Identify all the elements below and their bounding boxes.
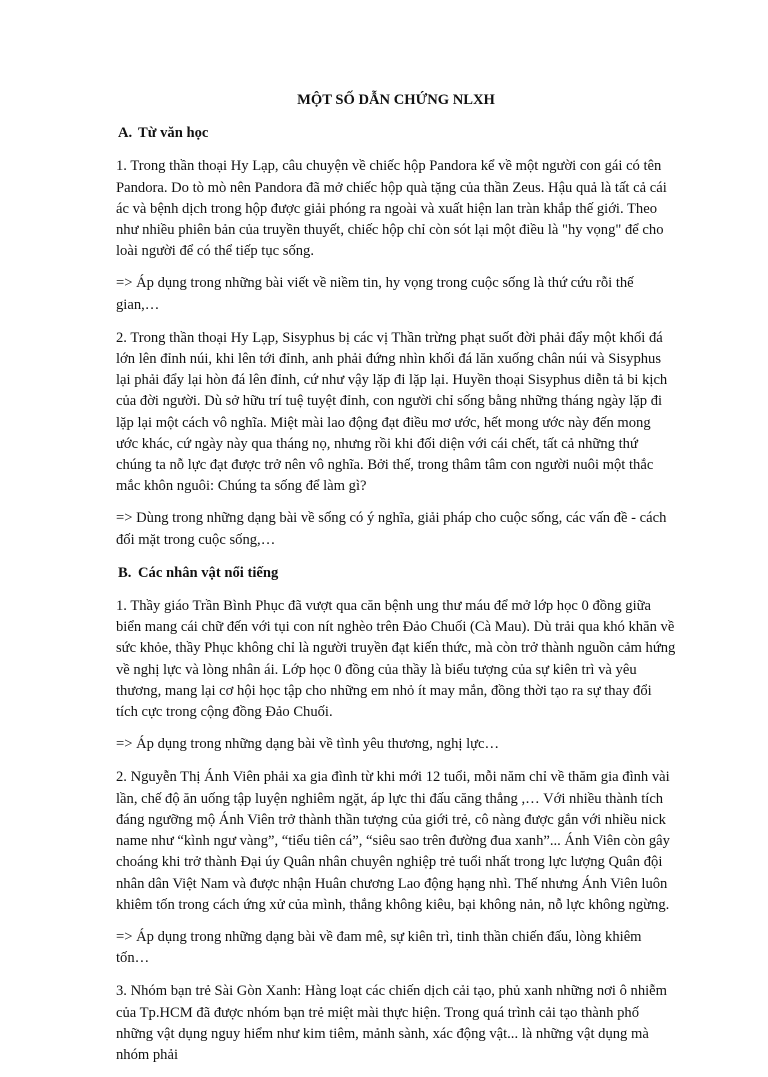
paragraph-b1: 1. Thầy giáo Trần Bình Phục đã vượt qua căn bệnh ung thư máu để mở lớp học 0 đồng giữa biển mang cái chữ đến với tụi con nít nghèo trên Đảo Chuối (Cà Mau). Dù trải qua khó khăn về sức khỏe, thầy Phục không chỉ là người truyền đạt kiến thức, mà còn trở thành nguồn cảm hứng về nghị lực và lòng nhân ái. Lớp học 0 đồng của thầy là biểu tượng của sự kiên trì và yêu thương, mang lại cơ hội học tập cho những em nhỏ ít may mắn, đồng thời tạo ra sự thay đổi tích cực trong cộng đồng Đảo Chuối. — [116, 598, 676, 721]
document-body — [116, 90, 676, 1077]
application-note-b2: => Áp dụng trong những dạng bài về đam mê, sự kiên trì, tinh thần chiến đấu, lòng khiêm tốn… — [116, 928, 642, 967]
paragraph-a2: 2. Trong thần thoại Hy Lạp, Sisyphus bị các vị Thần trừng phạt suốt đời phải đẩy một khối đá lớn lên đỉnh núi, khi lên tới đỉnh, anh phải đứng nhìn khối đá lăn xuống chân núi và Sisyphus lại phải đẩy lại hòn đá lên đỉnh, cứ như vậy lặp đi lặp lại. Huyền thoại Sisyphus diễn tả bi kịch của đời người. Dù sở hữu trí tuệ tuyệt đỉnh, con người chỉ sống bằng những tháng ngày lặp đi lặp lại một cách vô nghĩa. Miệt mài lao động đạt điều mơ ước, hết mong ước này đến mong ước khác, cứ ngày này qua tháng nọ, nhưng rồi khi đối diện với cái chết, tất cả những thứ chúng ta nỗ lực đạt được trở nên vô nghĩa. Bởi thế, trong thâm tâm con người nuôi một thắc mắc khôn nguôi: Chúng ta sống để làm gì? — [116, 329, 668, 495]
section-heading-a — [116, 123, 676, 144]
section-letter: A. — [118, 125, 133, 142]
section-heading-b — [116, 563, 676, 584]
paragraph-a1: 1. Trong thần thoại Hy Lạp, câu chuyện về chiếc hộp Pandora kể về một người con gái có tên Pandora. Do tò mò nên Pandora đã mở chiếc hộp quà tặng của thần Zeus. Hậu quả là tất cả cái ác và bệnh dịch trong hộp được giải phóng ra ngoài và xuất hiện lan tràn khắp thế giới. Theo như nhiều phiên bản của truyền thuyết, chiếc hộp chỉ còn sót lại một điều là "hy vọng" để cho loài người để có thể tiếp tục sống. — [116, 158, 667, 260]
application-note-a1: => Áp dụng trong những bài viết về niềm tin, hy vọng trong cuộc sống là thứ cứu rỗi thế gian,… — [116, 275, 634, 313]
application-note-b1: => Áp dụng trong những dạng bài về tình yêu thương, nghị lực… — [116, 736, 500, 753]
document-title: MỘT SỐ DẪN CHỨNG NLXH — [297, 92, 495, 108]
section-letter: B. — [118, 564, 132, 581]
section-title: Từ văn học — [138, 125, 209, 142]
paragraph-b3: 3. Nhóm bạn trẻ Sài Gòn Xanh: Hàng loạt các chiến dịch cải tạo, phủ xanh những nơi ô nhiễm của Tp.HCM đã được nhóm bạn trẻ miệt mài thực hiện. Trong quá trình cải tạo thành phố những vật dụng nguy hiểm như kim tiêm, mảnh sành, xác động vật... là những vật dụng mà nhóm phải — [116, 983, 667, 1063]
paragraph-b2: 2. Nguyễn Thị Ánh Viên phải xa gia đình từ khi mới 12 tuổi, mỗi năm chỉ về thăm gia đình vài lần, chế độ ăn uống tập luyện nghiêm ngặt, áp lực thi đấu căng thẳng ,… Với nhiều thành tích đáng ngưỡng mộ Ánh Viên trở thành thần tượng của giới trẻ, cô nàng được gắn với nhiều nick name như “kình ngư vàng”, “tiểu tiên cá”, “siêu sao trên đường đua xanh”... Ánh Viên còn gây choáng khi trở thành Đại úy Quân nhân chuyên nghiệp trẻ tuổi nhất trong lực lượng Quân đội nhân dân Việt Nam và được nhận Huân chương Lao động hạng nhì. Thế nhưng Ánh Viên luôn khiêm tốn trong cách ứng xử của mình, thắng không kiêu, bại không nản, nỗ lực không ngừng. — [116, 769, 670, 913]
application-note-a2: => Dùng trong những dạng bài về sống có ý nghĩa, giải pháp cho cuộc sống, các vấn đề - cách đối mặt trong cuộc sống,… — [116, 510, 667, 548]
section-title: Các nhân vật nổi tiếng — [138, 564, 279, 581]
